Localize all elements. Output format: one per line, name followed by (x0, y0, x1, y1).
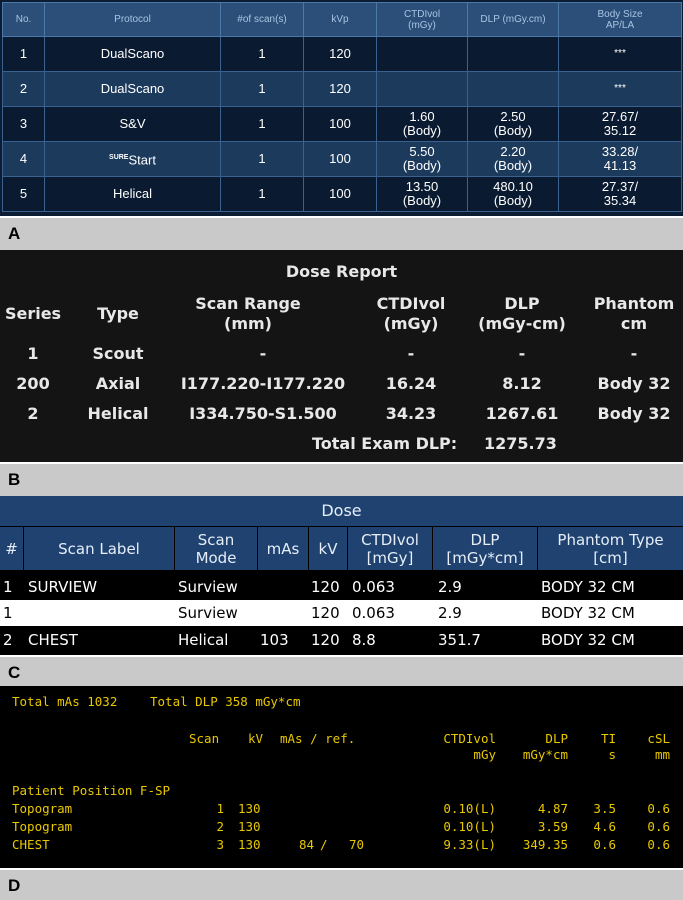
cell-kv: 120 (311, 631, 340, 649)
header-mas-ref: mAs / ref. (280, 731, 356, 746)
cell-scan-label: SURVIEW (28, 578, 98, 596)
cell-protocol: S&V (45, 107, 221, 142)
row1-scan: 1 (216, 801, 224, 816)
cell-kvp: 120 (304, 37, 377, 72)
cell-no: 2 (3, 72, 45, 107)
header-scan: Scan (189, 731, 220, 746)
cell-scans: 1 (221, 37, 304, 72)
header-dlp: DLP (mGy.cm) (468, 3, 559, 37)
row3-ti: 0.6 (593, 837, 616, 852)
header-dlp (433, 527, 537, 570)
panel-d-label-bar (0, 868, 683, 900)
header-ctdi (366, 294, 456, 334)
header-ctdi (348, 527, 432, 570)
cell-scans: 1 (221, 177, 304, 212)
row1-range: - (259, 344, 267, 363)
cell-body-size (559, 177, 682, 212)
cell-scan-mode: Surview (178, 604, 238, 622)
header-scans: #of scan(s) (221, 3, 304, 37)
cell-ctdi (377, 37, 468, 72)
header-scan-range-line1: Scan Range (195, 294, 301, 313)
ctdi-value: 1.60 (409, 109, 435, 124)
row3-csl: 0.6 (647, 837, 670, 852)
cell-kvp: 120 (304, 72, 377, 107)
cell-no: 5 (3, 177, 45, 212)
ctdi-phantom: (Body) (402, 158, 442, 173)
cell-ctdi (377, 107, 468, 142)
panel-a-label-bar (0, 216, 683, 248)
cell-body-size: *** (559, 37, 682, 72)
cell-dlp (468, 142, 559, 177)
row3-series: 2 (27, 404, 39, 423)
table-row[interactable] (3, 142, 682, 177)
cell-scans: 1 (221, 142, 304, 177)
ctdi-value: 5.50 (409, 144, 435, 159)
cell-kv: 120 (311, 604, 340, 622)
cell-scan-label: CHEST (28, 631, 78, 649)
ctdi-value: 13.50 (405, 179, 439, 194)
panel-d-label: D (8, 876, 21, 895)
header-type: Type (97, 304, 139, 323)
panel-c-label-bar (0, 655, 683, 687)
row3-dlp: 1267.61 (485, 404, 559, 423)
dlp-value: 480.10 (493, 179, 533, 194)
header-ti-line2: s (608, 747, 616, 762)
row3-ctdi: 34.23 (385, 404, 437, 423)
cell-scans: 1 (221, 72, 304, 107)
size-ap: 33.28/ (601, 144, 639, 159)
row3-type: Helical (87, 404, 149, 423)
row3-name: CHEST (12, 837, 50, 852)
header-phantom (587, 294, 681, 334)
ctdi-phantom: (Body) (402, 123, 442, 138)
cell-kvp: 100 (304, 107, 377, 142)
size-la: 35.34 (603, 193, 637, 208)
protocol-name: Start (128, 152, 156, 168)
dlp-phantom: (Body) (493, 193, 533, 208)
cell-dlp (468, 107, 559, 142)
header-kv: kV (309, 527, 347, 570)
header-ti-line1: TI (600, 731, 616, 746)
row1-name: Topogram (12, 801, 73, 816)
header-dlp-line1: DLP (504, 294, 540, 313)
header-ctdi-line1: CTDIvol (443, 731, 496, 746)
cell-kvp: 100 (304, 177, 377, 212)
row3-ref: 70 (348, 837, 364, 852)
row2-range: I177.220-I177.220 (180, 374, 346, 393)
row3-range: I334.750-S1.500 (189, 404, 337, 423)
header-ctdi-line2: mGy (473, 747, 496, 762)
cell-ctdi (377, 72, 468, 107)
row3-kv: 130 (238, 837, 261, 852)
header-body-size: Body Size AP/LA (559, 3, 682, 37)
row2-ti: 4.6 (593, 819, 616, 834)
cell-protocol: DualScano (45, 72, 221, 107)
panel-a-dose-table (0, 0, 683, 216)
cell-dlp (468, 177, 559, 212)
table-row[interactable] (0, 627, 683, 653)
cell-protocol: DualScano (45, 37, 221, 72)
cell-ctdi: 0.063 (352, 604, 395, 622)
cell-ctdi (377, 177, 468, 212)
dlp-value: 2.20 (500, 144, 526, 159)
cell-no: 1 (3, 37, 45, 72)
header-scan-label: Scan Label (24, 527, 174, 570)
header-phantom-line2: [cm] (593, 548, 628, 567)
panel-a-label: A (8, 224, 21, 243)
row2-phantom: Body 32 (597, 374, 671, 393)
panel-b-label-bar (0, 462, 683, 494)
header-num: # (0, 527, 23, 570)
row2-scan: 2 (216, 819, 224, 834)
cell-ctdi: 8.8 (352, 631, 376, 649)
row1-phantom: - (630, 344, 638, 363)
header-scan-mode (175, 527, 257, 570)
header-scan-range-line2: (mm) (224, 314, 272, 333)
header-phantom-line1: Phantom (593, 294, 675, 313)
panel-a-header-row (3, 3, 682, 37)
table-row[interactable] (3, 72, 682, 107)
row1-kv: 130 (238, 801, 261, 816)
header-protocol: Protocol (45, 3, 221, 37)
header-phantom-line1: Phantom Type (557, 530, 664, 549)
cell-num: 1 (3, 604, 13, 622)
row2-dlp: 3.59 (537, 819, 568, 834)
cell-dlp (468, 37, 559, 72)
header-ctdi-line2: [mGy] (366, 548, 414, 567)
size-ap: 27.37/ (601, 179, 639, 194)
dlp-phantom: (Body) (493, 158, 533, 173)
row2-ctdi: 16.24 (385, 374, 437, 393)
row2-type: Axial (95, 374, 141, 393)
row3-ctdi: 9.33(L) (443, 837, 496, 852)
header-series: Series (4, 304, 62, 323)
panel-c-dose-table (0, 496, 683, 655)
row2-ctdi: 0.10(L) (443, 819, 496, 834)
panel-c-label: C (8, 663, 21, 682)
cell-body-size (559, 107, 682, 142)
header-csl-line2: mm (654, 747, 670, 762)
row3-scan: 3 (216, 837, 224, 852)
dose-title: Dose (0, 496, 683, 526)
table-row[interactable] (3, 107, 682, 142)
row1-ti: 3.5 (593, 801, 616, 816)
size-ap: 27.67/ (601, 109, 639, 124)
patient-position: Patient Position F-SP (12, 783, 171, 798)
total-exam-dlp-label: Total Exam DLP: (312, 434, 458, 453)
cell-body-size: *** (559, 72, 682, 107)
row1-type: Scout (92, 344, 144, 363)
cell-dlp: 351.7 (438, 631, 481, 649)
cell-num: 1 (3, 578, 13, 596)
row2-csl: 0.6 (647, 819, 670, 834)
row2-name: Topogram (12, 819, 73, 834)
cell-dlp: 2.9 (438, 604, 462, 622)
cell-dlp (468, 72, 559, 107)
panel-b-dose-report (0, 250, 683, 462)
row3-dlp: 349.35 (522, 837, 568, 852)
table-row[interactable] (0, 574, 683, 600)
protocol-superscript: SURE (109, 153, 129, 161)
cell-dlp: 2.9 (438, 578, 462, 596)
row1-csl: 0.6 (647, 801, 670, 816)
header-dlp-line1: DLP (470, 530, 500, 549)
header-no: No. (3, 3, 45, 37)
cell-mas: 103 (260, 631, 289, 649)
panel-b-label: B (8, 470, 21, 489)
header-ctdi-line2: (mGy) (383, 314, 439, 333)
cell-kv: 120 (311, 578, 340, 596)
row2-series: 200 (16, 374, 50, 393)
table-row[interactable] (3, 177, 682, 212)
header-ctdi-line1: CTDIvol (361, 530, 419, 549)
row1-series: 1 (27, 344, 39, 363)
total-mas: Total mAs 1032 (12, 694, 118, 709)
dose-report-title: Dose Report (285, 262, 398, 281)
header-dlp (466, 294, 578, 334)
header-ctdi: CTDIvol (mGy) (377, 3, 468, 37)
row2-dlp: 8.12 (502, 374, 542, 393)
cell-body-size (559, 142, 682, 177)
cell-ctdi (377, 142, 468, 177)
header-ctdi-line1: CTDIvol (376, 294, 446, 313)
header-kv: kV (248, 731, 264, 746)
row1-ctdi: - (407, 344, 415, 363)
header-scan-range (178, 294, 318, 334)
size-la: 35.12 (603, 123, 637, 138)
cell-phantom: BODY 32 CM (541, 604, 635, 622)
row3-mas: 84 (298, 837, 314, 852)
cell-scan-mode: Helical (178, 631, 229, 649)
row1-dlp: - (518, 344, 526, 363)
row3-phantom: Body 32 (597, 404, 671, 423)
cell-phantom: BODY 32 CM (541, 578, 635, 596)
total-dlp: Total DLP 358 mGy*cm (150, 694, 301, 709)
row1-dlp: 4.87 (537, 801, 568, 816)
cell-no: 4 (3, 142, 45, 177)
cell-ctdi: 0.063 (352, 578, 395, 596)
cell-no: 3 (3, 107, 45, 142)
header-dlp-line2: (mGy-cm) (478, 314, 566, 333)
header-phantom-line2: cm (620, 314, 648, 333)
header-phantom-type (538, 527, 683, 570)
row2-kv: 130 (238, 819, 261, 834)
header-mas: mAs (258, 527, 308, 570)
row3-slash: / (320, 837, 328, 852)
header-dlp-line2: mGy*cm (522, 747, 568, 762)
size-la: 41.13 (603, 158, 637, 173)
cell-protocol (45, 142, 221, 177)
header-csl-line1: cSL (647, 731, 670, 746)
cell-phantom: BODY 32 CM (541, 631, 635, 649)
cell-scan-mode: Surview (178, 578, 238, 596)
table-row[interactable] (3, 37, 682, 72)
dlp-value: 2.50 (500, 109, 526, 124)
cell-protocol: Helical (45, 177, 221, 212)
cell-num: 2 (3, 631, 13, 649)
panel-a-table (2, 2, 682, 212)
header-kvp: kVp (304, 3, 377, 37)
total-exam-dlp-value: 1275.73 (484, 434, 557, 453)
table-row[interactable] (0, 600, 683, 626)
header-scan-mode-line2: Mode (195, 548, 237, 567)
cell-scans: 1 (221, 107, 304, 142)
row1-ctdi: 0.10(L) (443, 801, 496, 816)
header-dlp-line1: DLP (545, 731, 568, 746)
dlp-phantom: (Body) (493, 123, 533, 138)
panel-d-dose-summary (0, 686, 683, 868)
cell-kvp: 100 (304, 142, 377, 177)
header-dlp-line2: [mGy*cm] (446, 548, 524, 567)
ctdi-phantom: (Body) (402, 193, 442, 208)
header-scan-mode-line1: Scan (197, 530, 235, 549)
